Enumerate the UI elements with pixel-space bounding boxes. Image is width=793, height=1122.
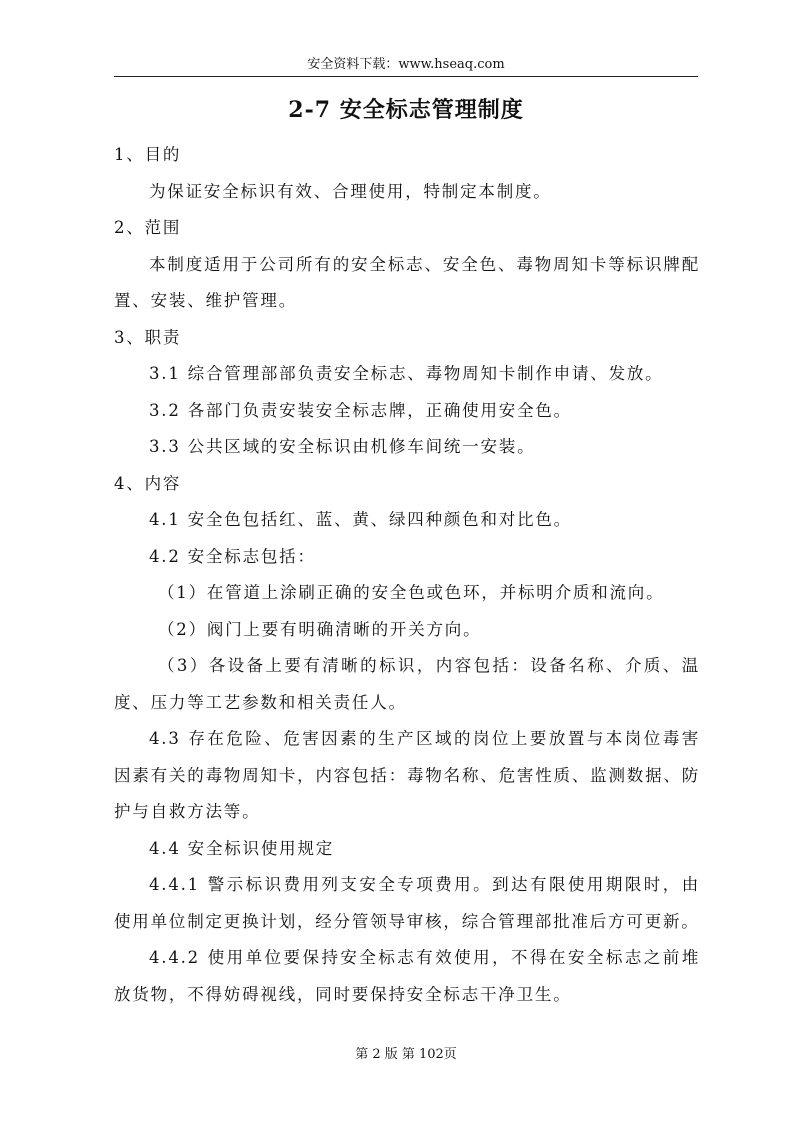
section-4-subitem-2: （2）阀门上要有明确清晰的开关方向。 — [158, 619, 482, 639]
section-4-item-1: 4.1 安全色包括红、蓝、黄、绿四种颜色和对比色。 — [149, 510, 572, 529]
document-body — [114, 137, 700, 1013]
section-4-heading: 4、内容 — [114, 473, 182, 493]
section-4-item-3: 4.3 存在危险、危害因素的生产区域的岗位上要放置与本岗位毒害因素有关的毒物周知卡，内容包括：毒物名称、危害性质、监测数据、防护与自救方法等。 — [114, 729, 700, 821]
section-3-item-3: 3.3 公共区域的安全标识由机修车间统一安装。 — [149, 437, 536, 456]
section-4-item-2: 4.2 安全标志包括： — [149, 546, 316, 566]
section-1-heading: 1、目的 — [114, 145, 182, 164]
header-divider — [114, 76, 698, 77]
section-3-item-1: 3.1 综合管理部部负责安全标志、毒物周知卡制作申请、发放。 — [149, 364, 664, 383]
section-4-subitem-1: （1）在管道上涂刷正确的安全色或色环，并标明介质和流向。 — [158, 583, 665, 602]
section-4-subitem-3: （3）各设备上要有清晰的标识，内容包括：设备名称、介质、温度、压力等工艺参数和相关责任人。 — [114, 656, 700, 712]
section-2-paragraph: 本制度适用于公司所有的安全标志、安全色、毒物周知卡等标识牌配置、安装、维护管理。 — [114, 254, 700, 310]
section-3-item-2: 3.2 各部门负责安装安全标志牌，正确使用安全色。 — [149, 400, 572, 420]
section-1-paragraph: 为保证安全标识有效、合理使用，特制定本制度。 — [149, 181, 552, 201]
document-title: 2-7 安全标志管理制度 — [288, 97, 524, 123]
page-footer: 第 2 版 第 102页 — [355, 1047, 457, 1062]
section-3-heading: 3、职责 — [114, 327, 182, 347]
section-2-heading: 2、范围 — [114, 218, 182, 237]
page-header: 安全资料下载：www.hseaq.com — [307, 57, 505, 72]
section-4-item-4-2: 4.4.2 使用单位要保持安全标志有效使用，不得在安全标志之前堆放货物，不得妨碍视线，同时要保持安全标志干净卫生。 — [114, 948, 700, 1004]
section-4-item-4: 4.4 安全标识使用规定 — [149, 838, 335, 858]
section-4-item-4-1: 4.4.1 警示标识费用列支安全专项费用。到达有限使用期限时，由使用单位制定更换计划，经分管领导审核，综合管理部批准后方可更新。 — [114, 875, 700, 931]
